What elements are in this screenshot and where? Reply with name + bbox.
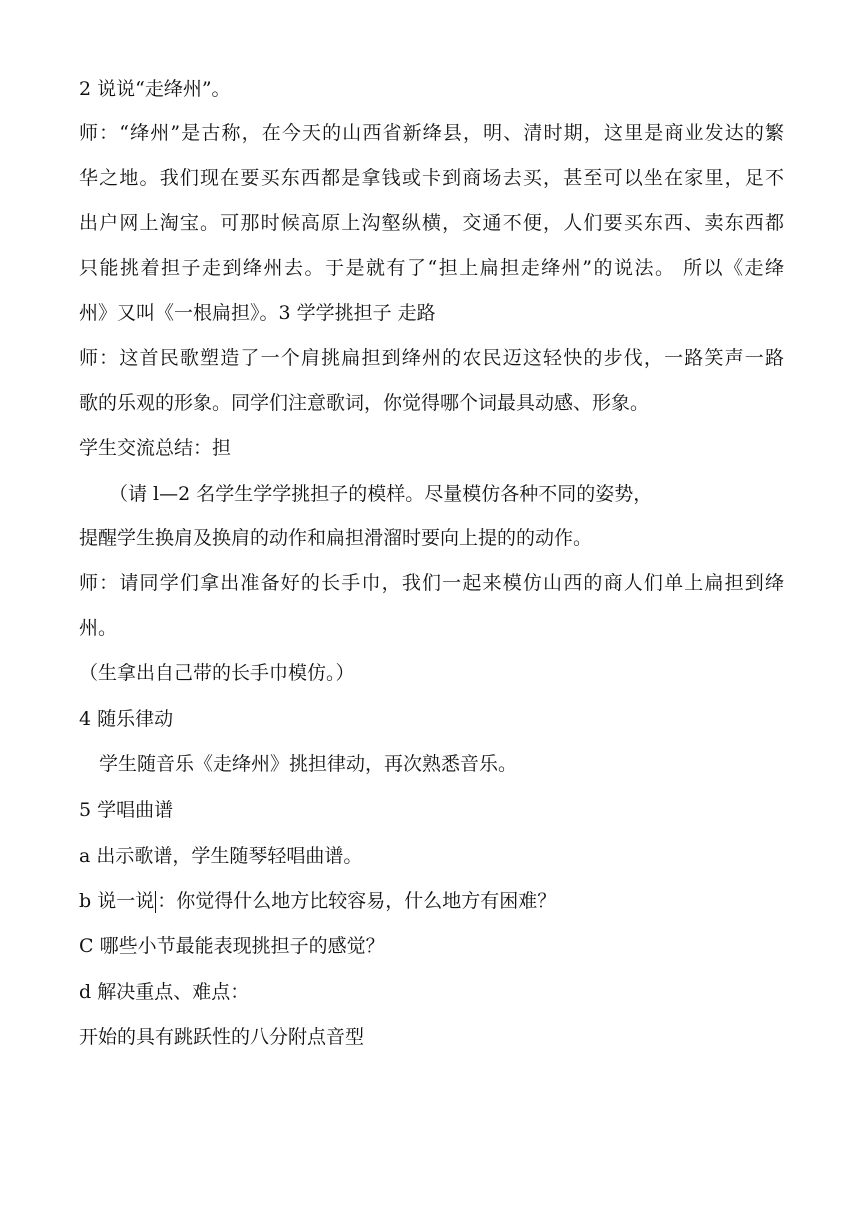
list-item: a 出示歌谱，学生随琴轻唱曲谱。 — [79, 845, 363, 867]
list-item — [79, 890, 784, 913]
list-item-text: ：你觉得什么地方比较容易，什么地方有困难？ — [157, 890, 557, 912]
list-item: d 解决重点、难点： — [79, 981, 250, 1003]
section-heading: 4 随乐律动 — [79, 708, 174, 730]
paragraph-line: 州。 — [79, 617, 118, 639]
paragraph-line: 学生随音乐《走绛州》挑担律动，再次熟悉音乐。 — [99, 753, 518, 775]
paragraph-line: 只能挑着担子走到绛州去。于是就有了“担上扁担走绛州”的说法。 所以《走绛 — [79, 257, 784, 279]
paragraph-line: 州》又叫《一根扁担》。3 学学挑担子 走路 — [79, 302, 436, 324]
paragraph-line: 师：请同学们拿出准备好的长手巾，我们一起来模仿山西的商人们单上扁担到绛 — [79, 572, 784, 594]
section-heading: 2 说说“走绛州”。 — [79, 78, 231, 100]
section-heading: 5 学唱曲谱 — [79, 799, 174, 821]
paragraph-line: 学生交流总结：担 — [79, 437, 232, 459]
paragraph-line: 出户网上淘宝。可那时候高原上沟壑纵横，交通不便，人们要买东西、卖东西都 — [79, 212, 784, 234]
paragraph-line: 师：这首民歌塑造了一个肩挑扁担到绛州的农民迈这轻快的步伐，一路笑声一路 — [79, 347, 784, 369]
paragraph-line: 歌的乐观的形象。同学们注意歌词，你觉得哪个词最具动感、形象。 — [79, 392, 650, 414]
list-item-text: b 说一说 — [79, 890, 155, 912]
list-item: C 哪些小节最能表现挑担子的感觉？ — [79, 935, 385, 957]
paragraph-line: （生拿出自己带的长手巾模仿。） — [79, 662, 355, 684]
paragraph-line: 华之地。我们现在要买东西都是拿钱或卡到商场去买，甚至可以坐在家里，足不 — [79, 167, 784, 189]
paragraph-line: 师：“绛州”是古称，在今天的山西省新绛县，明、清时期，这里是商业发达的繁 — [79, 122, 784, 144]
paragraph-line: （请 l—2 名学生学学挑担子的模样。尽量模仿各种不同的姿势， — [109, 483, 653, 505]
paragraph-line: 提醒学生换肩及换肩的动作和扁担滑溜时要向上提的的动作。 — [79, 527, 593, 549]
paragraph-line: 开始的具有跳跃性的八分附点音型 — [79, 1026, 365, 1048]
